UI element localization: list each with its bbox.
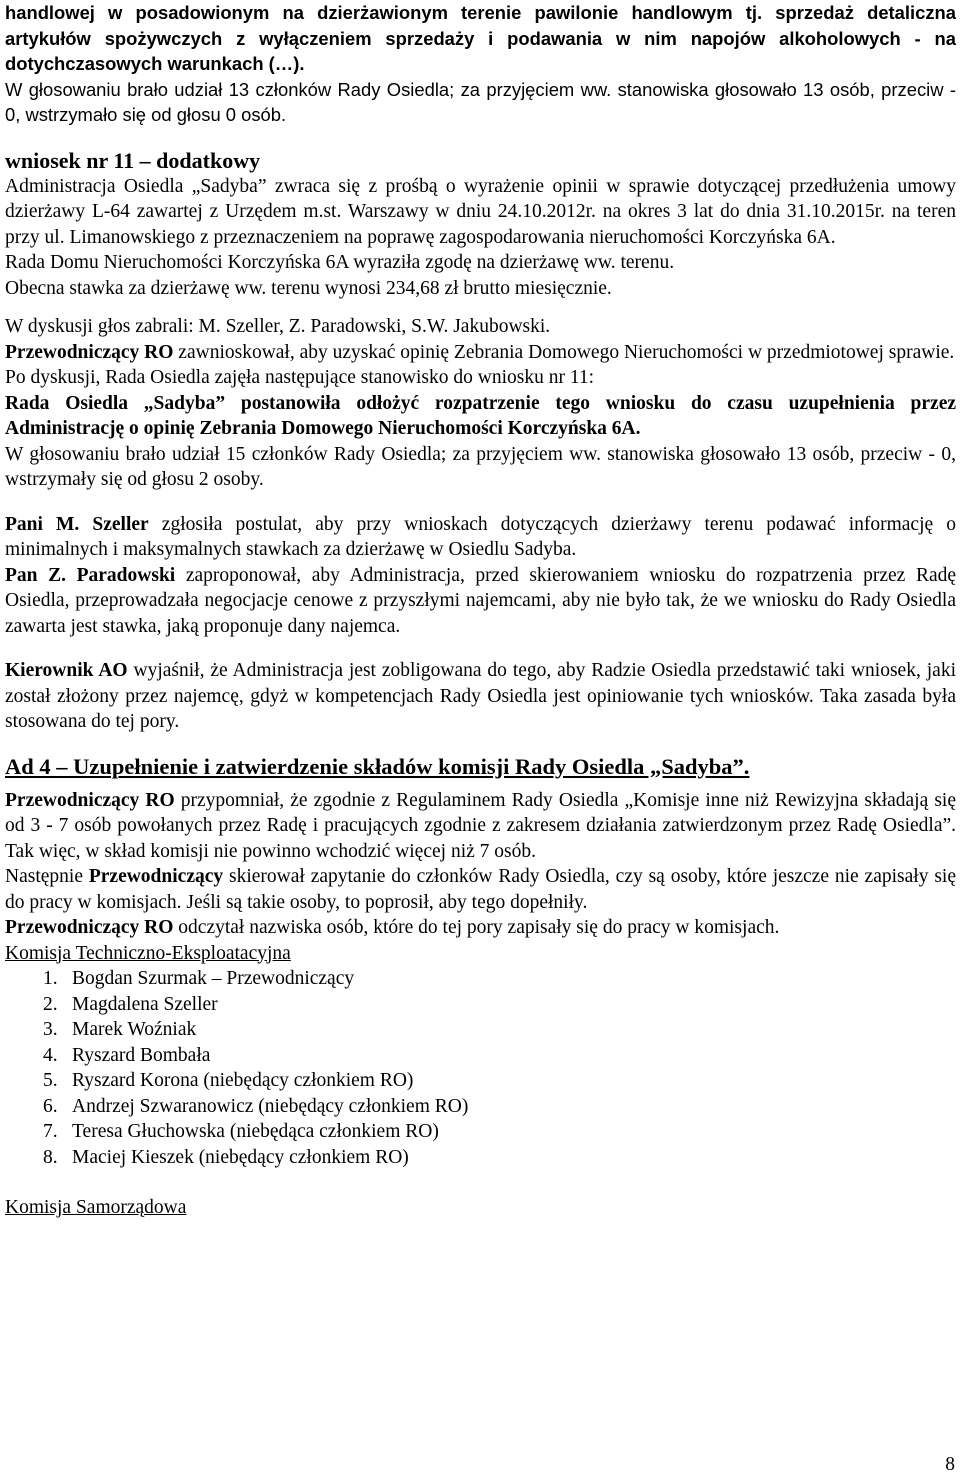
list-number: 7.: [43, 1121, 58, 1142]
list-number: 1.: [43, 968, 58, 989]
remark-paradowski: [5, 563, 956, 640]
speaker-text: zgłosiła postulat, aby przy wnioskach dotyczących dzierżawy terenu podawać informację o minimalnych i maksymalnych stawkach za dzierżawę w Osiedlu Sadyba.: [5, 513, 956, 560]
member-name: Marek Woźniak: [72, 1019, 197, 1040]
motion-11-after-discussion: Po dyskusji, Rada Osiedla zajęła następujące stanowisko do wniosku nr 11:: [5, 367, 595, 388]
list-number: 2.: [43, 993, 58, 1015]
motion-11-title: wniosek nr 11 – dodatkowy: [5, 147, 261, 173]
remark-manager: [5, 658, 956, 735]
intro-vote: W głosowaniu brało udział 13 członków Rady Osiedla; za przyjęciem ww. stanowiska głosowało 13 osób, przeciw - 0, wstrzymało się od głosu 0 osób.: [5, 78, 956, 125]
committee-technical-title: Komisja Techniczno-Eksploatacyjna: [5, 942, 291, 964]
list-number: 6.: [43, 1095, 58, 1117]
motion-11-rate: Obecna stawka za dzierżawę ww. terenu wynosi 234,68 zł brutto miesięcznie.: [5, 277, 612, 299]
speaker-label: Kierownik AO: [5, 660, 128, 681]
speaker-label: Przewodniczący: [88, 866, 224, 887]
speaker-label: Pan Z. Paradowski: [5, 564, 176, 586]
committee-technical-members: [5, 966, 956, 1170]
speaker-text: skierował zapytanie do członków Rady Osiedla, czy są osoby, które jeszcze nie zapisały się do pracy w komisjach. Jeśli są takie osoby, to poprosił, aby tego dopełniły.: [5, 866, 956, 913]
member-name: Maciej Kieszek (niebędący członkiem RO): [72, 1146, 409, 1168]
list-number: 8.: [43, 1146, 58, 1168]
list-item: [5, 1068, 956, 1094]
motion-11-request: Administracja Osiedla „Sadyba” zwraca się z prośbą o wyrażenie opinii w sprawie dotyczącej przedłużenia umowy dzierżawy L-64 zawartej z Urzędem m.st. Warszawy w dniu 24.10.2012r. na okres 3 lat do dnia 31.10.2015r. na teren przy ul. Limanowskiego z przeznaczeniem na poprawę zagospodarowania nieruchomości Korczyńska 6A.: [5, 175, 956, 248]
member-name: Ryszard Bombała: [72, 1044, 211, 1066]
paragraph-lead: Następnie: [5, 866, 89, 887]
speaker-text: zawnioskował, aby uzyskać opinię Zebrania Domowego Nieruchomości w przedmiotowej sprawie.: [173, 341, 955, 363]
section-4-paragraph-1: [5, 788, 956, 865]
motion-11-consent: Rada Domu Nieruchomości Korczyńska 6A wyraziła zgodę na dzierżawę ww. terenu.: [5, 252, 675, 273]
member-name: Bogdan Szurmak – Przewodniczący: [72, 968, 355, 989]
speaker-label: Przewodniczący RO: [5, 789, 175, 811]
intro-lead: handlowej w posadowionym na dzierżawionym terenie pawilonie handlowym tj. sprzedaż detaliczna artykułów spożywczych z wyłączeniem sprzedaży i podawania w nim napojów alkoholowych - na dotychczasowych warunkach (…).: [5, 2, 956, 74]
member-name: Teresa Głuchowska (niebędąca członkiem RO): [72, 1121, 439, 1142]
section-4-paragraph-2: [5, 864, 956, 915]
list-item: [5, 1119, 956, 1145]
speaker-text: zaproponował, aby Administracja, przed skierowaniem wniosku do rozpatrzenia przez Radę Osiedla, przeprowadzała negocjacje cenowe z przyszłymi najemcami, aby nie było tak, że we wniosku do Rady Osiedla zawarta jest stawka, jaką proponuje dany najemca.: [5, 564, 957, 637]
speaker-text: odczytał nazwiska osób, które do tej pory zapisały się do pracy w komisjach.: [173, 917, 780, 938]
member-name: Ryszard Korona (niebędący członkiem RO): [72, 1070, 414, 1091]
motion-11-decision: Rada Osiedla „Sadyba” postanowiła odłożyć rozpatrzenie tego wniosku do czasu uzupełnienia przez Administrację o opinię Zebrania Domowego Nieruchomości Korczyńska 6A.: [5, 392, 956, 439]
list-number: 3.: [43, 1019, 58, 1040]
speaker-label: Przewodniczący RO: [5, 917, 174, 938]
motion-11-discussion: W dyskusji głos zabrali: M. Szeller, Z. Paradowski, S.W. Jakubowski.: [5, 316, 551, 337]
list-item: [5, 1145, 956, 1171]
list-item: [5, 1094, 956, 1120]
member-name: Andrzej Szwaranowicz (niebędący członkiem RO): [72, 1095, 469, 1117]
committee-self-government-title: Komisja Samorządowa: [5, 1197, 187, 1218]
section-4-heading: Ad 4 – Uzupełnienie i zatwierdzenie składów komisji Rady Osiedla „Sadyba”.: [5, 753, 750, 779]
page-number: 8: [945, 1454, 955, 1475]
motion-11-vote: W głosowaniu brało udział 15 członków Rady Osiedla; za przyjęciem ww. stanowiska głosowało 13 osób, przeciw - 0, wstrzymały się od głosu 2 osoby.: [5, 443, 956, 490]
section-4-paragraph-3: [5, 915, 956, 941]
speaker-text: przypomniał, że zgodnie z Regulaminem Rady Osiedla „Komisje inne niż Rewizyjna składają się od 3 - 7 osób powołanych przez Radę i pracujących zgodnie z zakresem działania zatwierdzonym przez Radę Osiedla”. Tak więc, w skład komisji nie powinno wchodzić więcej niż 7 osób.: [5, 789, 956, 862]
list-item: [5, 992, 956, 1018]
speaker-text: wyjaśnił, że Administracja jest zobligowana do tego, aby Radzie Osiedla przedstawić taki wniosek, jaki został złożony przez najemcę, gdyż w kompetencjach Rady Osiedla jest opiniowanie tych wniosków. Taka zasada była stosowana do tej pory.: [5, 660, 956, 732]
motion-11-chair-proposal: [5, 340, 956, 366]
list-item: [5, 1017, 956, 1043]
speaker-label: Przewodniczący RO: [5, 341, 174, 363]
speaker-label: Pani M. Szeller: [5, 513, 149, 535]
list-number: 5.: [43, 1070, 58, 1091]
list-item: [5, 966, 956, 992]
member-name: Magdalena Szeller: [72, 993, 218, 1015]
remark-szeller: [5, 512, 956, 563]
list-number: 4.: [43, 1044, 58, 1066]
list-item: [5, 1043, 956, 1069]
